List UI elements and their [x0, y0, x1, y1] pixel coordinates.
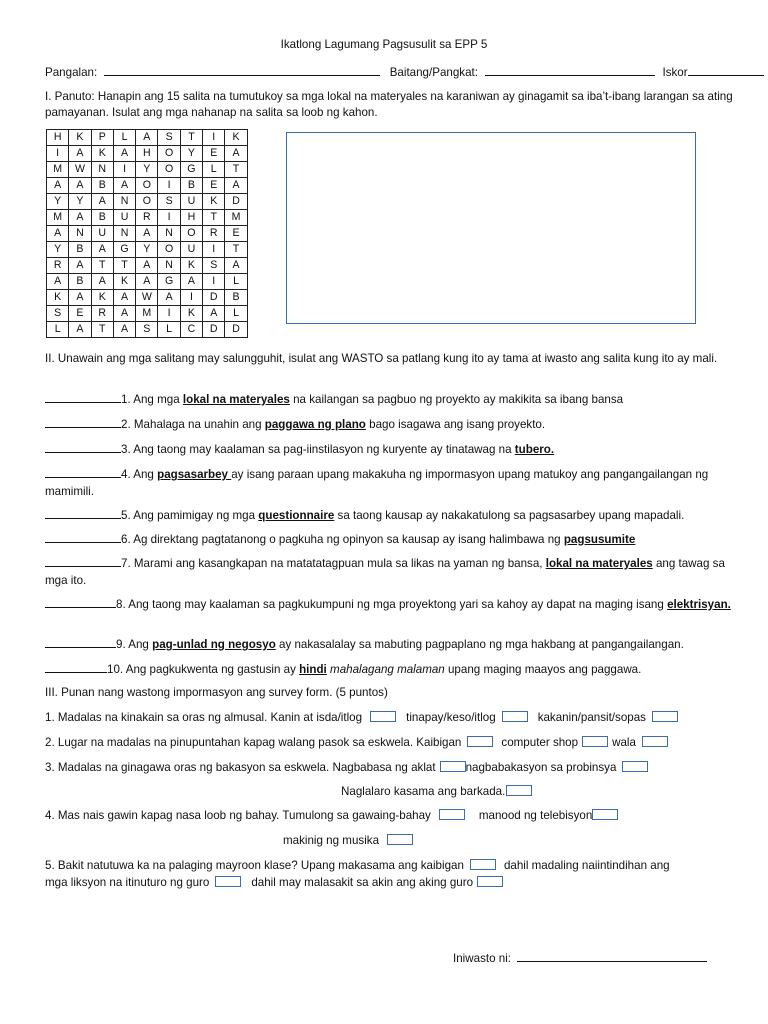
grid-letter: E: [225, 226, 247, 242]
survey-q1: 1. Madalas na kinakain sa oras ng almusal. Kanin at isda/itlog tinapay/keso/itlog kakanin/pansit/sopas: [45, 711, 682, 724]
grid-letter: A: [69, 290, 91, 306]
grid-letter: N: [113, 226, 135, 242]
item-10: 10. Ang pagkukwenta ng gastusin ay hindi mahalagang malaman upang maging maayos ang paggawa.: [45, 661, 735, 679]
grid-letter: O: [180, 226, 202, 242]
grid-letter: O: [158, 242, 180, 258]
underlined-term: questionnaire: [258, 509, 335, 522]
survey-q4: 4. Mas nais gawin kapag nasa loob ng bahay. Tumulong sa gawaing-bahay manood ng telebisyon: [45, 809, 622, 822]
grid-letter: I: [158, 210, 180, 226]
item-8: 8. Ang taong may kaalaman sa pagkukumpuni ng mga proyektong yari sa kahoy ay dapat na maging isang elektrisyan.: [45, 596, 735, 614]
grid-letter: K: [113, 274, 135, 290]
grid-letter: Y: [47, 194, 69, 210]
checkbox[interactable]: [387, 834, 413, 845]
grid-letter: Y: [180, 146, 202, 162]
grid-letter: K: [69, 130, 91, 146]
item-4: 4. Ang pagsasarbey ay isang paraan upang makakuha ng impormasyon upang matukoy ang pangangailangan ng mamimili.: [45, 468, 709, 498]
word-search-grid: [46, 129, 248, 338]
grid-letter: T: [225, 162, 247, 178]
section3-instructions: III. Punan nang wastong impormasyon ang survey form. (5 puntos): [45, 686, 388, 699]
grid-letter: A: [47, 178, 69, 194]
underlined-term: pag-unlad ng negosyo: [152, 638, 276, 651]
underlined-term: lokal na materyales: [182, 393, 290, 406]
answer-blank[interactable]: [45, 466, 121, 478]
checkbox[interactable]: [467, 736, 493, 747]
grid-letter: E: [203, 146, 225, 162]
underlined-term: tubero.: [514, 443, 555, 456]
checkbox[interactable]: [502, 711, 528, 722]
name-field[interactable]: [104, 64, 380, 76]
grid-row: [47, 130, 248, 146]
checkbox[interactable]: [582, 736, 608, 747]
grid-letter: B: [69, 242, 91, 258]
checkbox[interactable]: [470, 859, 496, 870]
grid-row: [47, 162, 248, 178]
grid-letter: K: [180, 258, 202, 274]
grid-letter: E: [203, 178, 225, 194]
grid-letter: W: [69, 162, 91, 178]
grid-letter: A: [113, 178, 135, 194]
checkbox[interactable]: [642, 736, 668, 747]
grid-row: [47, 242, 248, 258]
score-field[interactable]: [688, 64, 764, 76]
grid-letter: T: [91, 258, 113, 274]
grid-letter: A: [91, 194, 113, 210]
grid-letter: G: [113, 242, 135, 258]
grid-letter: W: [136, 290, 158, 306]
grid-letter: T: [180, 130, 202, 146]
grid-row: [47, 178, 248, 194]
underlined-term: pagsasarbey: [157, 468, 232, 481]
grid-letter: L: [47, 322, 69, 338]
underlined-term: pagsusumite: [563, 533, 636, 546]
grid-letter: T: [113, 258, 135, 274]
grid-letter: K: [225, 130, 247, 146]
answer-box[interactable]: [286, 132, 696, 324]
grid-letter: A: [225, 178, 247, 194]
grid-letter: N: [69, 226, 91, 242]
grid-row: [47, 322, 248, 338]
grid-letter: A: [136, 274, 158, 290]
checkbox[interactable]: [370, 711, 396, 722]
item-2: 2. Mahalaga na unahin ang paggawa ng plano bago isagawa ang isang proyekto.: [45, 416, 735, 434]
grid-letter: A: [113, 290, 135, 306]
header-row: [45, 64, 764, 79]
section2-instructions: II. Unawain ang mga salitang may salungguhit, isulat ang WASTO sa patlang kung ito ay tama at iwasto ang salita kung ito ay mali.: [45, 352, 718, 365]
grid-letter: N: [113, 194, 135, 210]
item-6: 6. Ag direktang pagtatanong o pagkuha ng opinyon sa kausap ay isang halimbawa ng pagsusumite: [45, 531, 735, 549]
survey-q2: 2. Lugar na madalas na pinupuntahan kapag walang pasok sa eskwela. Kaibigan computer shop wala: [45, 736, 672, 749]
grid-letter: A: [47, 226, 69, 242]
grade-label: Baitang/Pangkat:: [389, 66, 478, 79]
grid-letter: M: [47, 162, 69, 178]
answer-blank[interactable]: [45, 416, 121, 428]
grid-letter: S: [158, 130, 180, 146]
grid-letter: U: [180, 194, 202, 210]
checked-by: Iniwasto ni:: [453, 950, 707, 965]
grid-letter: D: [225, 194, 247, 210]
answer-blank[interactable]: [45, 531, 121, 543]
underlined-term: hindi: [299, 663, 327, 676]
grid-letter: O: [136, 194, 158, 210]
grid-letter: K: [180, 306, 202, 322]
grid-row: [47, 290, 248, 306]
grid-letter: M: [225, 210, 247, 226]
grid-letter: A: [113, 306, 135, 322]
underlined-term: elektrisyan.: [667, 598, 731, 611]
checkbox[interactable]: [477, 876, 503, 887]
answer-blank[interactable]: [45, 636, 116, 648]
item-9: 9. Ang pag-unlad ng negosyo ay nakasalalay sa mabuting pagpaplano ng mga hakbang at pangangailangan.: [45, 636, 735, 654]
grid-letter: I: [203, 130, 225, 146]
grid-letter: N: [158, 226, 180, 242]
survey-q3-cont: Naglalaro kasama ang barkada.: [341, 785, 536, 798]
grid-letter: L: [203, 162, 225, 178]
grid-letter: H: [47, 130, 69, 146]
grid-letter: Y: [136, 242, 158, 258]
grid-letter: T: [225, 242, 247, 258]
checkbox[interactable]: [652, 711, 678, 722]
grid-letter: S: [136, 322, 158, 338]
item-5: 5. Ang pamimigay ng mga questionnaire sa taong kausap ay nakakatulong sa pagsasarbey upang mapadali.: [45, 507, 735, 525]
grid-letter: A: [136, 130, 158, 146]
checkbox[interactable]: [506, 785, 532, 796]
grid-letter: R: [136, 210, 158, 226]
grid-letter: I: [158, 306, 180, 322]
grid-letter: O: [136, 178, 158, 194]
grid-letter: Y: [47, 242, 69, 258]
grid-letter: A: [225, 258, 247, 274]
grid-row: [47, 258, 248, 274]
grid-letter: Y: [136, 162, 158, 178]
grid-letter: A: [180, 274, 202, 290]
checkbox[interactable]: [440, 761, 466, 772]
answer-blank[interactable]: [45, 441, 121, 453]
grid-letter: D: [203, 322, 225, 338]
grid-letter: I: [203, 274, 225, 290]
grid-letter: A: [225, 146, 247, 162]
grid-letter: D: [203, 290, 225, 306]
grid-letter: I: [203, 242, 225, 258]
grid-letter: L: [225, 274, 247, 290]
grid-letter: A: [113, 146, 135, 162]
checked-by-field[interactable]: [517, 950, 707, 962]
grid-letter: M: [47, 210, 69, 226]
grid-letter: S: [203, 258, 225, 274]
grid-letter: B: [180, 178, 202, 194]
grid-letter: R: [91, 306, 113, 322]
grid-letter: T: [91, 322, 113, 338]
score-label: Iskor: [662, 66, 688, 79]
grid-letter: L: [225, 306, 247, 322]
grid-letter: O: [158, 146, 180, 162]
grid-letter: H: [180, 210, 202, 226]
answer-blank[interactable]: [45, 661, 107, 673]
grid-letter: I: [180, 290, 202, 306]
grid-letter: K: [91, 146, 113, 162]
grid-letter: U: [91, 226, 113, 242]
grid-letter: D: [225, 322, 247, 338]
grid-letter: B: [91, 210, 113, 226]
grid-letter: I: [47, 146, 69, 162]
italic-term: mahalagang malaman: [330, 663, 445, 676]
grid-letter: S: [158, 194, 180, 210]
grid-letter: R: [47, 258, 69, 274]
grid-letter: C: [180, 322, 202, 338]
grid-letter: G: [158, 274, 180, 290]
grid-letter: E: [69, 306, 91, 322]
grid-row: [47, 146, 248, 162]
grid-letter: Y: [69, 194, 91, 210]
answer-blank[interactable]: [45, 555, 121, 567]
grid-row: [47, 194, 248, 210]
name-label: Pangalan:: [45, 66, 98, 79]
grid-row: [47, 306, 248, 322]
grid-letter: K: [47, 290, 69, 306]
grid-letter: P: [91, 130, 113, 146]
grid-letter: K: [91, 290, 113, 306]
grid-letter: A: [69, 210, 91, 226]
grid-letter: A: [91, 242, 113, 258]
grid-letter: R: [203, 226, 225, 242]
grid-row: [47, 210, 248, 226]
answer-blank[interactable]: [45, 596, 116, 608]
answer-blank[interactable]: [45, 391, 121, 403]
grid-letter: A: [158, 290, 180, 306]
underlined-term: paggawa ng plano: [264, 418, 366, 431]
grid-letter: A: [69, 322, 91, 338]
grid-letter: A: [69, 178, 91, 194]
grid-letter: H: [136, 146, 158, 162]
grid-letter: A: [47, 274, 69, 290]
grid-letter: U: [113, 210, 135, 226]
grid-letter: A: [136, 226, 158, 242]
grid-row: [47, 226, 248, 242]
grid-letter: O: [158, 162, 180, 178]
survey-q4-cont: makinig ng musika: [283, 834, 417, 847]
grid-letter: K: [203, 194, 225, 210]
grid-letter: A: [113, 322, 135, 338]
grid-letter: G: [180, 162, 202, 178]
grid-letter: B: [69, 274, 91, 290]
grid-row: [47, 274, 248, 290]
grid-letter: A: [203, 306, 225, 322]
grade-field[interactable]: [485, 64, 655, 76]
grid-letter: B: [225, 290, 247, 306]
item-3: 3. Ang taong may kaalaman sa pag-iinstilasyon ng kuryente ay tinatawag na tubero.: [45, 441, 735, 459]
page-title: Ikatlong Lagumang Pagsusulit sa EPP 5: [280, 38, 488, 51]
checkbox[interactable]: [622, 761, 648, 772]
grid-letter: S: [47, 306, 69, 322]
checkbox[interactable]: [215, 876, 241, 887]
grid-letter: N: [91, 162, 113, 178]
survey-q5: 5. Bakit natutuwa ka na palaging mayroon klase? Upang makasama ang kaibigan dahil madaling naiintindihan ang: [45, 859, 670, 872]
grid-letter: A: [91, 274, 113, 290]
grid-letter: L: [158, 322, 180, 338]
underlined-term: lokal na materyales: [545, 557, 653, 570]
grid-letter: N: [158, 258, 180, 274]
grid-letter: I: [158, 178, 180, 194]
survey-q3: 3. Madalas na ginagawa oras ng bakasyon sa eskwela. Nagbabasa ng aklat nagbabakasyon sa probinsya: [45, 761, 652, 774]
section1-instructions: I. Panuto: Hanapin ang 15 salita na tumutukoy sa mga lokal na materyales na karaniwan ay ginagamit sa iba’t-ibang larangan sa ating pamayanan. Isulat ang mga nahanap na salita sa loob ng kahon.: [45, 90, 733, 119]
grid-letter: U: [180, 242, 202, 258]
grid-letter: M: [136, 306, 158, 322]
checkbox[interactable]: [592, 809, 618, 820]
grid-letter: B: [91, 178, 113, 194]
item-7: 7. Marami ang kasangkapan na matatatagpuan mula sa likas na yaman ng bansa, lokal na materyales ang tawag sa mga ito.: [45, 557, 725, 587]
grid-letter: T: [203, 210, 225, 226]
item-1: 1. Ang mga lokal na materyales na kailangan sa pagbuo ng proyekto ay makikita sa ibang bansa: [45, 391, 735, 409]
grid-letter: I: [113, 162, 135, 178]
checkbox[interactable]: [439, 809, 465, 820]
grid-letter: A: [136, 258, 158, 274]
survey-q5-cont: mga liksyon na itinuturo ng guro dahil may malasakit sa akin ang aking guro: [45, 876, 507, 889]
grid-letter: L: [113, 130, 135, 146]
grid-letter: A: [69, 146, 91, 162]
grid-letter: A: [69, 258, 91, 274]
answer-blank[interactable]: [45, 507, 121, 519]
